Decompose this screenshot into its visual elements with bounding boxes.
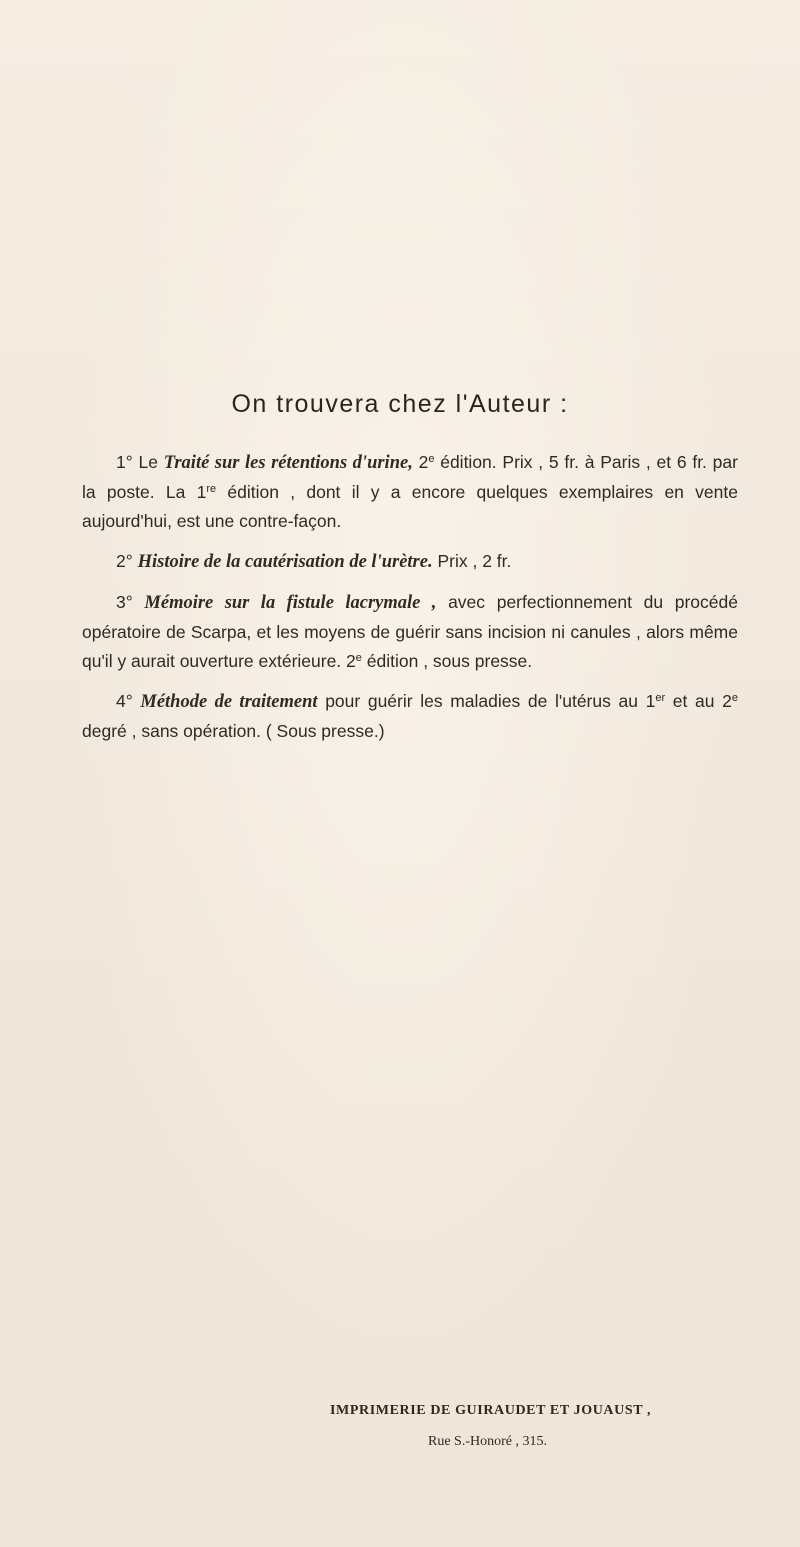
entry-1-text-a: édition. Prix , 5 fr. à Paris , et 6 fr. par la poste. La: [82, 452, 738, 502]
entry-4-first-num: 1: [645, 691, 656, 711]
entry-4: [82, 687, 738, 746]
entry-4-second-num: 2: [722, 691, 732, 711]
printer-address: Rue S.-Honoré , 315.: [428, 1434, 547, 1449]
entry-4-text-a: pour guérir les maladies de l'utérus au: [325, 691, 638, 711]
entry-1-first-num: 1: [196, 482, 207, 502]
entry-2-title: Histoire de la cautérisation de l'urètre.: [137, 552, 433, 572]
entry-1: [82, 448, 738, 536]
entry-3-text-a: avec perfectionnement du procédé opératoire de Scarpa, et les moyens de guérir sans incision ni canules , alors même qu'il y aurait ouverture extérieure.: [82, 592, 738, 671]
entry-1-text-b: édition , dont il y a encore quelques exemplaires en vente aujourd'hui, est une contre-façon.: [82, 482, 738, 531]
printer-imprint: IMPRIMERIE DE GUIRAUDET ET JOUAUST ,: [330, 1403, 652, 1418]
entry-1-edition-sup: e: [428, 453, 435, 465]
entry-1-edition-num: 2: [418, 452, 429, 472]
entry-1-pre: Le: [138, 452, 158, 472]
entry-3-edition-num: 2: [346, 651, 356, 671]
entry-4-text-c: degré , sans opération. ( Sous presse.): [82, 721, 385, 741]
entry-1-number: 1°: [116, 452, 133, 472]
entry-4-number: 4°: [116, 691, 133, 711]
entry-1-first-sup: re: [206, 483, 217, 495]
page-heading: On trouvera chez l'Auteur :: [231, 390, 569, 418]
entry-4-text-b: et au: [672, 691, 715, 711]
entry-3-edition-sup: e: [355, 652, 362, 664]
entry-2-number: 2°: [116, 551, 133, 571]
entry-list: [82, 448, 738, 757]
entry-3-text-b: édition , sous presse.: [366, 651, 533, 671]
entry-3-number: 3°: [116, 592, 133, 612]
entry-3-title: Mémoire sur la fistule lacrymale ,: [144, 593, 437, 613]
entry-2-text: Prix , 2 fr.: [437, 551, 512, 571]
entry-2: [82, 547, 738, 577]
entry-4-second-sup: e: [731, 692, 738, 704]
entry-4-first-sup: er: [655, 692, 666, 704]
entry-3: [82, 588, 738, 676]
entry-4-title: Méthode de traitement: [140, 692, 318, 712]
entry-1-title: Traité sur les rétentions d'urine,: [163, 453, 413, 473]
